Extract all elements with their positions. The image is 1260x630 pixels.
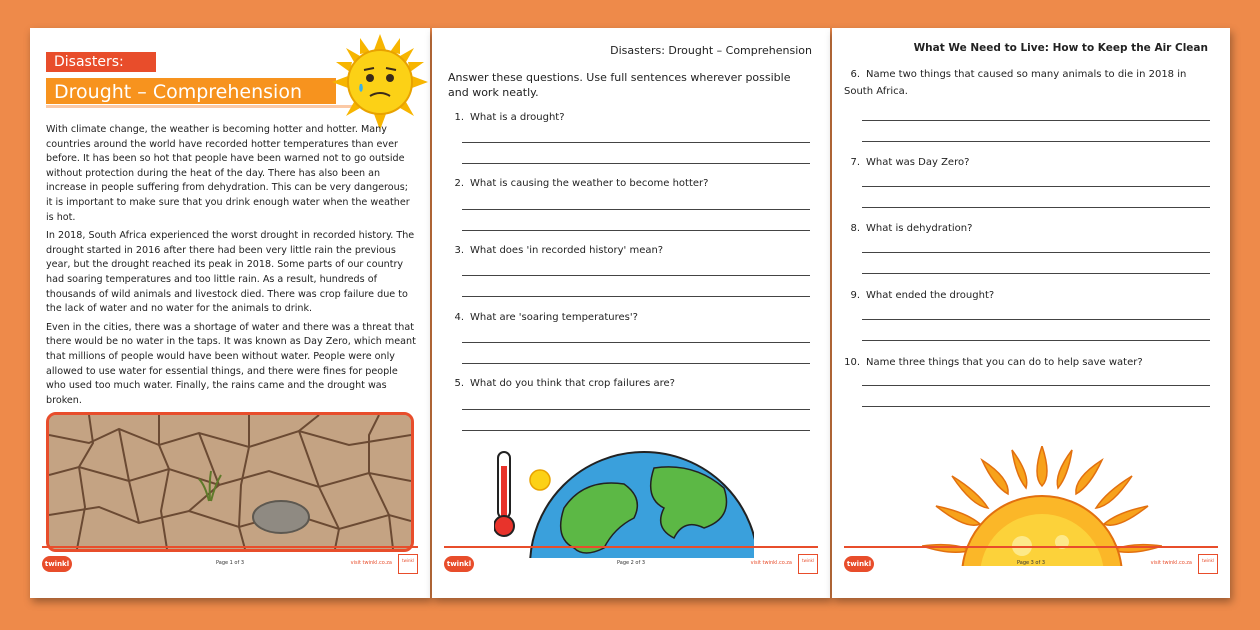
question <box>448 245 818 256</box>
answer-line[interactable] <box>862 252 1210 253</box>
question-text: What ended the drought? <box>866 290 995 301</box>
page-footer <box>444 554 818 576</box>
answer-line[interactable] <box>862 186 1210 187</box>
page-number: Page 1 of 3 <box>215 560 245 566</box>
answer-line[interactable] <box>462 363 810 364</box>
answer-line[interactable] <box>462 230 810 231</box>
question-text: What is a drought? <box>470 112 565 123</box>
earth-icon <box>530 452 754 558</box>
worksheet-page-2 <box>432 28 830 598</box>
passage-paragraph: With climate change, the weather is becoming hotter and hotter. Many countries around the world have recorded hotter temperatures than ever before. It has been so hot that people have been warned not to go outside without protection during the heat of the day. There has also been an increase in people suffering from dehydration. This can be very dangerous; it is important to make sure that you drink enough water when the weather is hot. <box>46 124 410 223</box>
question <box>844 154 1204 171</box>
question-text: What do you think that crop failures are? <box>470 378 675 389</box>
question-text: What are 'soaring temperatures'? <box>470 312 638 323</box>
title-tag-disasters: Disasters: <box>46 52 156 72</box>
answer-line[interactable] <box>462 409 810 410</box>
answer-line[interactable] <box>862 385 1210 386</box>
twinkl-logo: twinkl <box>844 556 874 572</box>
page-title: Drought – Comprehension <box>46 76 336 104</box>
footer-divider <box>444 546 818 548</box>
worksheet-page-1 <box>30 28 430 598</box>
question-number: 10. <box>844 357 860 368</box>
question <box>448 178 818 189</box>
answer-line[interactable] <box>862 273 1210 274</box>
worried-sun-icon <box>330 32 430 132</box>
answer-line[interactable] <box>862 207 1210 208</box>
question-number: 6. <box>850 69 860 80</box>
answer-line[interactable] <box>462 275 810 276</box>
page-number: Page 2 of 3 <box>616 560 646 566</box>
page-number: Page 3 of 3 <box>1016 560 1046 566</box>
page-footer <box>42 554 418 576</box>
question <box>844 66 1204 100</box>
badge-icon: twinkl <box>1198 554 1218 574</box>
answer-line[interactable] <box>462 209 810 210</box>
question-number: 4. <box>454 312 464 323</box>
page-header: What We Need to Live: How to Keep the Air Clean <box>913 42 1208 54</box>
instructions: Answer these questions. Use full sentences wherever possible and work neatly. <box>448 71 791 99</box>
question-number: 9. <box>850 290 860 301</box>
answer-line[interactable] <box>862 120 1210 121</box>
question-number: 2. <box>454 178 464 189</box>
footer-divider <box>844 546 1218 548</box>
worksheet-page-3 <box>832 28 1230 598</box>
badge-icon: twinkl <box>398 554 418 574</box>
answer-line[interactable] <box>862 141 1210 142</box>
answer-line[interactable] <box>462 142 810 143</box>
footer-divider <box>42 546 418 548</box>
question-text: What is dehydration? <box>866 223 973 234</box>
site-link[interactable]: visit twinkl.co.za <box>1150 560 1192 566</box>
answer-line[interactable] <box>462 296 810 297</box>
site-link[interactable]: visit twinkl.co.za <box>750 560 792 566</box>
passage-paragraph: Even in the cities, there was a shortage of water and there was a threat that there would be no water in the taps. It was known as Day Zero, which meant that millions of people would have been without water. People were only allowed to use water for essential things, and there were fines for people who used too much water. Finally, the rains came and the drought was broken. <box>46 321 416 406</box>
question <box>844 287 1204 304</box>
answer-line[interactable] <box>462 430 810 431</box>
answer-line[interactable] <box>862 340 1210 341</box>
question <box>448 312 818 323</box>
question <box>844 220 1204 237</box>
page-footer <box>844 554 1218 576</box>
question-text: Name three things that you can do to help save water? <box>866 357 1143 368</box>
answer-line[interactable] <box>862 406 1210 407</box>
twinkl-logo: twinkl <box>42 556 72 572</box>
page-header: Disasters: Drought – Comprehension <box>610 44 812 57</box>
question-text: Name two things that caused so many animals to die in 2018 in South Africa. <box>844 69 1187 97</box>
passage-paragraph: In 2018, South Africa experienced the worst drought in recorded history. The drought started in 2016 after there had been very little rain the previous year, but the drought reached its peak in 2018. Some parts of our country had soaring temperatures and too little rain. As a result, hundreds of thousands of wild animals and livestock died. There was crop failure due to the lack of water and no water for the animals to drink. <box>46 230 415 315</box>
hot-earth-illustration <box>494 448 754 558</box>
question <box>448 378 818 389</box>
answer-line[interactable] <box>462 342 810 343</box>
question <box>448 112 818 123</box>
reading-passage <box>46 123 416 412</box>
question-text: What does 'in recorded history' mean? <box>470 245 664 256</box>
question-number: 5. <box>454 378 464 389</box>
answer-line[interactable] <box>862 319 1210 320</box>
question-text: What is causing the weather to become hotter? <box>470 178 709 189</box>
question <box>844 354 1204 371</box>
answer-line[interactable] <box>462 163 810 164</box>
question-number: 7. <box>850 157 860 168</box>
site-link[interactable]: visit twinkl.co.za <box>350 560 392 566</box>
badge-icon: twinkl <box>798 554 818 574</box>
sun-icon <box>922 446 1162 566</box>
question-number: 8. <box>850 223 860 234</box>
cracked-earth-image <box>46 412 414 552</box>
question-text: What was Day Zero? <box>866 157 970 168</box>
question-number: 3. <box>454 245 464 256</box>
question-number: 1. <box>454 112 464 123</box>
twinkl-logo: twinkl <box>444 556 474 572</box>
thermometer-icon <box>494 452 514 536</box>
